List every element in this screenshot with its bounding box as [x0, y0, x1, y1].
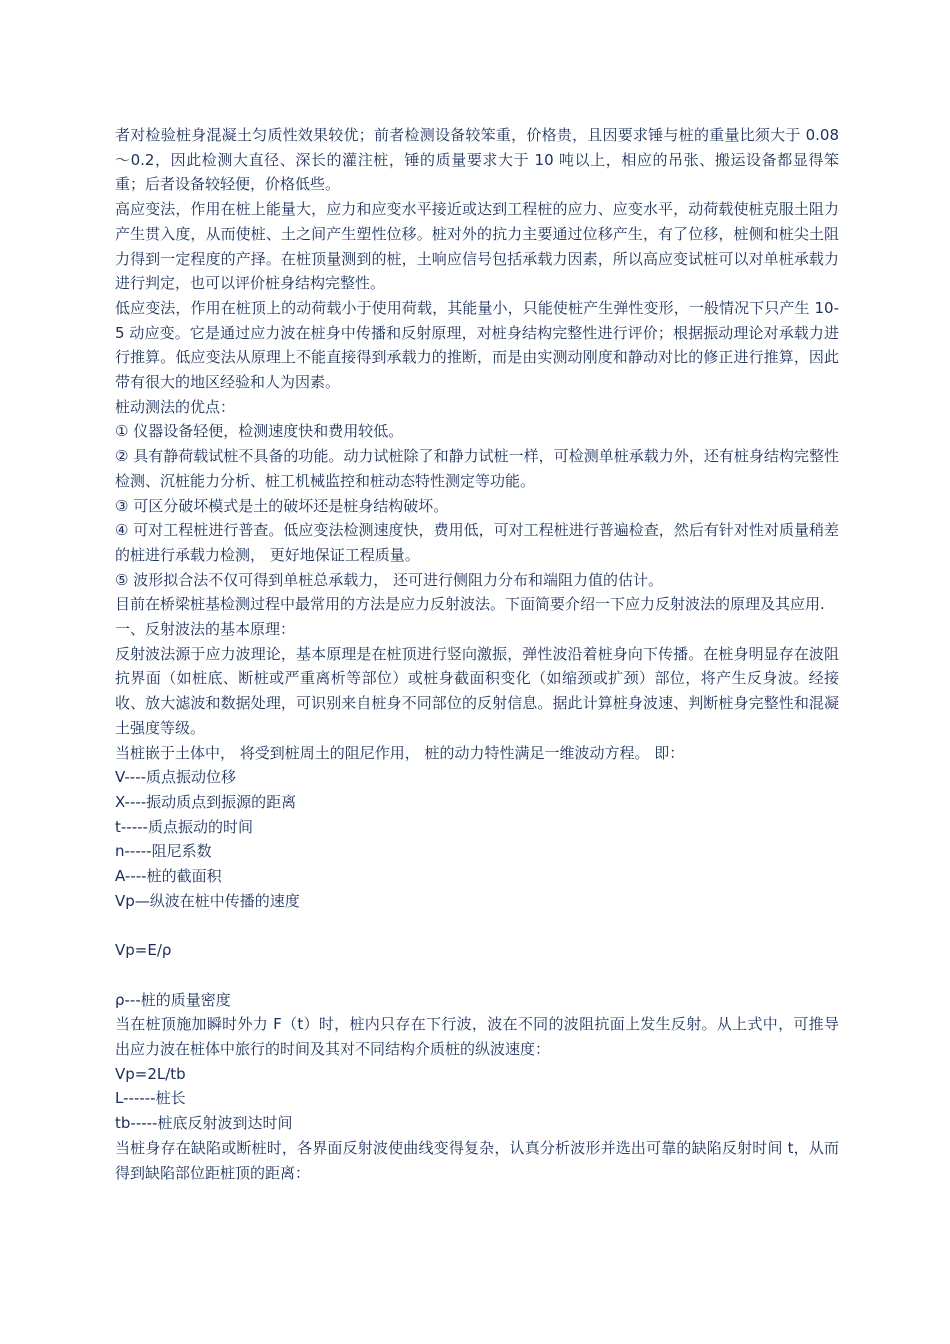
paragraph: 者对检验桩身混凝土匀质性效果较优；前者检测设备较笨重，价格贵，且因要求锤与桩的重量比须大于 0.08～0.2，因此检测大直径、深长的灌注桩，锤的质量要求大于 10 吨以上，相应的吊张、搬运设备都显得笨重；后者设备较轻便，价格低些。	[115, 126, 839, 194]
paragraph: 高应变法，作用在桩上能量大，应力和应变水平接近或达到工程桩的应力、应变水平，动荷载使桩克服土阻力产生贯入度，从而使桩、土之间产生塑性位移。桩对外的抗力主要通过位移产生，有了位移，桩侧和桩尖土阻力得到一定程度的产择。在桩顶量测到的桩，土响应信号包括承载力因素，所以高应变试桩可以对单桩承载力进行判定，也可以评价桩身结构完整性。	[115, 200, 839, 293]
variable-definition: X----振动质点到振源的距离	[115, 792, 297, 811]
formula: Vp=E/ρ	[115, 941, 172, 960]
paragraph: 当桩嵌于土体中， 将受到桩周土的阻尼作用， 桩的动力特性满足一维波动方程。 即：	[115, 743, 685, 762]
list-item: ① 仪器设备轻便，检测速度快和费用较低。	[115, 422, 404, 441]
variable-definition: A----桩的截面积	[115, 867, 222, 886]
list-item: ③ 可区分破坏模式是土的破坏还是桩身结构破坏。	[115, 496, 449, 515]
blank-line	[115, 914, 839, 939]
paragraph: 当桩身存在缺陷或断桩时，各界面反射波使曲线变得复杂，认真分析波形并选出可靠的缺陷反射时间 t，从而得到缺陷部位距桩顶的距离：	[115, 1138, 839, 1182]
paragraph: 低应变法，作用在桩顶上的动荷载小于使用荷载，其能量小，只能使桩产生弹性变形，一般情况下只产生 10-5 动应变。它是通过应力波在桩身中传播和反射原理，对桩身结构完整性进行评价；根据振动理论对承载力进行推算。低应变法从原理上不能直接得到承载力的推断，而是由实测动刚度和静动对比的修正进行推算，因此带有很大的地区经验和人为因素。	[115, 298, 839, 392]
document-body	[115, 123, 839, 1185]
variable-definition: L------桩长	[115, 1089, 186, 1108]
formula: Vp=2L/tb	[115, 1064, 186, 1083]
blank-line	[115, 963, 839, 988]
list-item: ② 具有静荷载试桩不具备的功能。动力试桩除了和静力试桩一样，可检测单桩承载力外，还有桩身结构完整性检测、沉桩能力分析、桩工机械监控和桩动态特性测定等功能。	[115, 447, 839, 490]
variable-definition: Vp—纵波在桩中传播的速度	[115, 891, 300, 910]
variable-definition: ρ---桩的质量密度	[115, 990, 231, 1009]
paragraph: 桩动测法的优点：	[115, 397, 236, 416]
list-item: ⑤ 波形拟合法不仅可得到单桩总承载力， 还可进行侧阻力分布和端阻力值的估计。	[115, 570, 663, 589]
variable-definition: t-----质点振动的时间	[115, 817, 253, 836]
paragraph: 反射波法源于应力波理论，基本原理是在桩顶进行竖向激振，弹性波沿着桩身向下传播。在桩身明显存在波阻抗界面（如桩底、断桩或严重离析等部位）或桩身截面积变化（如缩颈或扩颈）部位，将产生反身波。经接收、放大滤波和数据处理，可识别来自桩身不同部位的反射信息。据此计算桩身波速、判断桩身完整性和混凝土强度等级。	[115, 644, 839, 737]
variable-definition: n-----阻尼系数	[115, 842, 212, 861]
section-heading: 一、反射波法的基本原理：	[115, 620, 296, 639]
variable-definition: tb-----桩底反射波到达时间	[115, 1114, 293, 1133]
variable-definition: V----质点振动位移	[115, 768, 237, 787]
paragraph: 目前在桥梁桩基检测过程中最常用的方法是应力反射波法。下面简要介绍一下应力反射波法的原理及其应用.	[115, 595, 825, 614]
paragraph: 当在桩顶施加瞬时外力 F（t）时，桩内只存在下行波，波在不同的波阻抗面上发生反射。从上式中，可推导出应力波在桩体中旅行的时间及其对不同结构介质桩的纵波速度：	[115, 1015, 839, 1058]
list-item: ④ 可对工程桩进行普查。低应变法检测速度快，费用低，可对工程桩进行普遍检查，然后有针对性对质量稍差的桩进行承载力检测， 更好地保证工程质量。	[115, 521, 839, 564]
